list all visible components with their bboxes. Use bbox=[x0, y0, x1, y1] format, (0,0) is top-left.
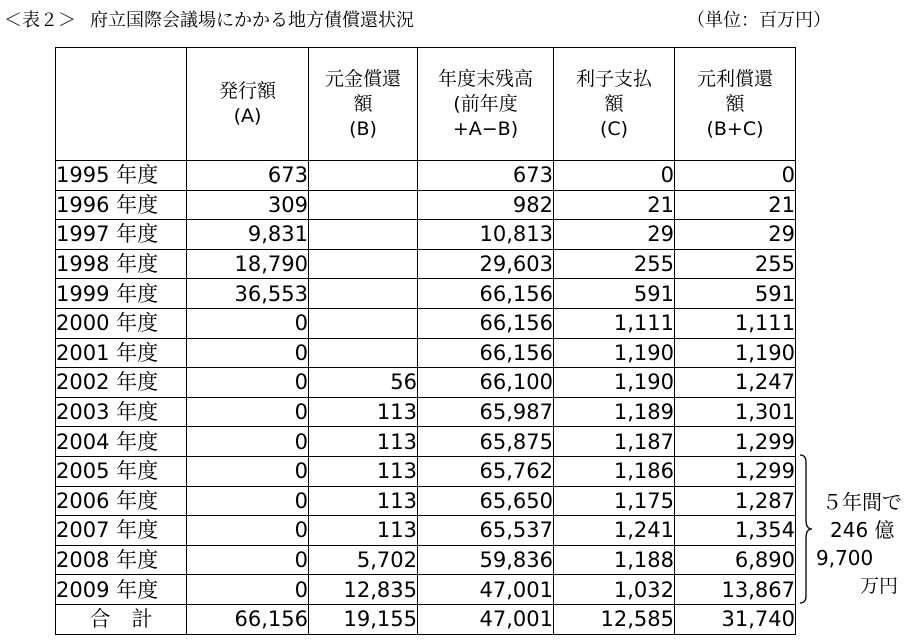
column-header bbox=[309, 48, 418, 161]
table-row bbox=[56, 545, 796, 575]
fiscal-year-cell: 2005 年度 bbox=[56, 456, 187, 486]
note-line: ５年間で bbox=[822, 490, 902, 514]
value-cell: 1,188 bbox=[554, 545, 675, 575]
value-cell: 21 bbox=[675, 190, 796, 220]
value-cell: 36,553 bbox=[187, 279, 309, 309]
value-cell: 65,875 bbox=[418, 427, 554, 457]
value-cell: 1,287 bbox=[675, 486, 796, 516]
fiscal-year-cell: 2002 年度 bbox=[56, 368, 187, 398]
column-header-line: 額 bbox=[604, 92, 624, 115]
value-cell: 0 bbox=[675, 161, 796, 191]
value-cell: 0 bbox=[187, 486, 309, 516]
fiscal-year-cell: 1996 年度 bbox=[56, 190, 187, 220]
table-row bbox=[56, 456, 796, 486]
column-header-line: 利子支払 bbox=[575, 67, 652, 90]
value-cell: 19,155 bbox=[309, 604, 418, 634]
column-header-line: (C) bbox=[599, 117, 629, 140]
value-cell: 1,111 bbox=[554, 308, 675, 338]
value-cell: 1,299 bbox=[675, 456, 796, 486]
value-cell: 31,740 bbox=[675, 604, 796, 634]
header-row bbox=[56, 48, 796, 161]
value-cell: 1,299 bbox=[675, 427, 796, 457]
fiscal-year-cell: 2009 年度 bbox=[56, 575, 187, 605]
fiscal-year-cell: 2006 年度 bbox=[56, 486, 187, 516]
value-cell: 113 bbox=[309, 397, 418, 427]
table-row bbox=[56, 338, 796, 368]
column-header bbox=[56, 48, 187, 161]
value-cell bbox=[309, 279, 418, 309]
column-header-line: (A) bbox=[233, 105, 262, 127]
column-header bbox=[554, 48, 675, 161]
table-row bbox=[56, 190, 796, 220]
value-cell: 255 bbox=[675, 249, 796, 279]
value-cell bbox=[309, 249, 418, 279]
value-cell: 0 bbox=[187, 397, 309, 427]
bond-repayment-table bbox=[55, 47, 796, 635]
column-header-line: 発行額 bbox=[218, 80, 276, 102]
table-title: 府立国際会議場にかかる地方債償還状況 bbox=[90, 10, 414, 31]
value-cell: 47,001 bbox=[418, 604, 554, 634]
value-cell: 113 bbox=[309, 486, 418, 516]
table-row bbox=[56, 249, 796, 279]
value-cell: 591 bbox=[675, 279, 796, 309]
note-line: 万円 bbox=[860, 575, 899, 597]
value-cell: 66,100 bbox=[418, 368, 554, 398]
table-label: ＜表２＞ bbox=[4, 10, 76, 31]
value-cell bbox=[309, 161, 418, 191]
fiscal-year-cell: 1999 年度 bbox=[56, 279, 187, 309]
total-label: 合 計 bbox=[56, 604, 187, 634]
column-header bbox=[187, 48, 309, 161]
value-cell bbox=[309, 338, 418, 368]
value-cell: 1,190 bbox=[554, 338, 675, 368]
note-line: 9,700 bbox=[816, 546, 874, 570]
unit-label: （単位：百万円） bbox=[687, 10, 831, 31]
value-cell: 10,813 bbox=[418, 220, 554, 250]
table-row bbox=[56, 516, 796, 546]
total-row bbox=[56, 604, 796, 634]
table-body bbox=[56, 161, 796, 635]
five-year-total-note bbox=[812, 488, 908, 600]
value-cell: 1,190 bbox=[554, 368, 675, 398]
value-cell: 29,603 bbox=[418, 249, 554, 279]
value-cell bbox=[309, 190, 418, 220]
column-header-line: 年度末残高 bbox=[437, 67, 533, 90]
value-cell: 21 bbox=[554, 190, 675, 220]
fiscal-year-cell: 2008 年度 bbox=[56, 545, 187, 575]
fiscal-year-cell: 2003 年度 bbox=[56, 397, 187, 427]
table-row bbox=[56, 308, 796, 338]
column-header-line: 額 bbox=[353, 92, 373, 115]
value-cell: 66,156 bbox=[418, 308, 554, 338]
column-header-line: (B+C) bbox=[706, 117, 764, 140]
value-cell: 65,762 bbox=[418, 456, 554, 486]
value-cell: 12,585 bbox=[554, 604, 675, 634]
value-cell: 309 bbox=[187, 190, 309, 220]
fiscal-year-cell: 2004 年度 bbox=[56, 427, 187, 457]
value-cell: 1,354 bbox=[675, 516, 796, 546]
value-cell: 1,111 bbox=[675, 308, 796, 338]
column-header-line: +A−B) bbox=[452, 117, 519, 140]
table-row bbox=[56, 486, 796, 516]
value-cell: 9,831 bbox=[187, 220, 309, 250]
value-cell: 66,156 bbox=[187, 604, 309, 634]
value-cell: 1,301 bbox=[675, 397, 796, 427]
column-header-line: 元利償還 bbox=[696, 67, 773, 90]
fiscal-year-cell: 1998 年度 bbox=[56, 249, 187, 279]
fiscal-year-cell: 1997 年度 bbox=[56, 220, 187, 250]
value-cell: 29 bbox=[554, 220, 675, 250]
table-row bbox=[56, 161, 796, 191]
value-cell: 113 bbox=[309, 456, 418, 486]
value-cell: 1,187 bbox=[554, 427, 675, 457]
value-cell: 1,190 bbox=[675, 338, 796, 368]
value-cell: 113 bbox=[309, 427, 418, 457]
table-caption bbox=[4, 6, 414, 32]
table-row bbox=[56, 368, 796, 398]
table-row bbox=[56, 279, 796, 309]
value-cell: 12,835 bbox=[309, 575, 418, 605]
value-cell: 591 bbox=[554, 279, 675, 309]
value-cell: 113 bbox=[309, 516, 418, 546]
fiscal-year-cell: 2007 年度 bbox=[56, 516, 187, 546]
value-cell: 0 bbox=[187, 338, 309, 368]
value-cell: 0 bbox=[187, 516, 309, 546]
value-cell: 65,987 bbox=[418, 397, 554, 427]
value-cell: 982 bbox=[418, 190, 554, 220]
column-header-line: (前年度 bbox=[453, 92, 518, 115]
note-line: 246 億 bbox=[830, 518, 895, 542]
value-cell: 1,247 bbox=[675, 368, 796, 398]
value-cell: 66,156 bbox=[418, 279, 554, 309]
fiscal-year-cell: 1995 年度 bbox=[56, 161, 187, 191]
value-cell: 5,702 bbox=[309, 545, 418, 575]
value-cell: 673 bbox=[418, 161, 554, 191]
value-cell: 0 bbox=[187, 545, 309, 575]
value-cell: 1,032 bbox=[554, 575, 675, 605]
value-cell: 56 bbox=[309, 368, 418, 398]
value-cell: 673 bbox=[187, 161, 309, 191]
value-cell: 59,836 bbox=[418, 545, 554, 575]
value-cell: 1,189 bbox=[554, 397, 675, 427]
value-cell: 1,175 bbox=[554, 486, 675, 516]
fiscal-year-cell: 2000 年度 bbox=[56, 308, 187, 338]
value-cell: 1,186 bbox=[554, 456, 675, 486]
value-cell: 0 bbox=[187, 368, 309, 398]
value-cell bbox=[309, 220, 418, 250]
column-header-line: (B) bbox=[349, 117, 377, 140]
value-cell: 6,890 bbox=[675, 545, 796, 575]
table-row bbox=[56, 575, 796, 605]
table-row bbox=[56, 220, 796, 250]
fiscal-year-cell: 2001 年度 bbox=[56, 338, 187, 368]
column-header-line: 元金償還 bbox=[324, 67, 401, 90]
column-header bbox=[418, 48, 554, 161]
value-cell: 18,790 bbox=[187, 249, 309, 279]
value-cell: 0 bbox=[187, 427, 309, 457]
value-cell: 65,650 bbox=[418, 486, 554, 516]
column-header-line: 額 bbox=[725, 92, 745, 115]
value-cell: 29 bbox=[675, 220, 796, 250]
value-cell: 13,867 bbox=[675, 575, 796, 605]
value-cell bbox=[309, 308, 418, 338]
value-cell: 65,537 bbox=[418, 516, 554, 546]
value-cell: 0 bbox=[554, 161, 675, 191]
value-cell: 1,241 bbox=[554, 516, 675, 546]
value-cell: 0 bbox=[187, 308, 309, 338]
value-cell: 0 bbox=[187, 575, 309, 605]
value-cell: 66,156 bbox=[418, 338, 554, 368]
table-row bbox=[56, 427, 796, 457]
value-cell: 47,001 bbox=[418, 575, 554, 605]
value-cell: 255 bbox=[554, 249, 675, 279]
bracket-icon bbox=[799, 454, 813, 604]
column-header bbox=[675, 48, 796, 161]
value-cell: 0 bbox=[187, 456, 309, 486]
table-row bbox=[56, 397, 796, 427]
